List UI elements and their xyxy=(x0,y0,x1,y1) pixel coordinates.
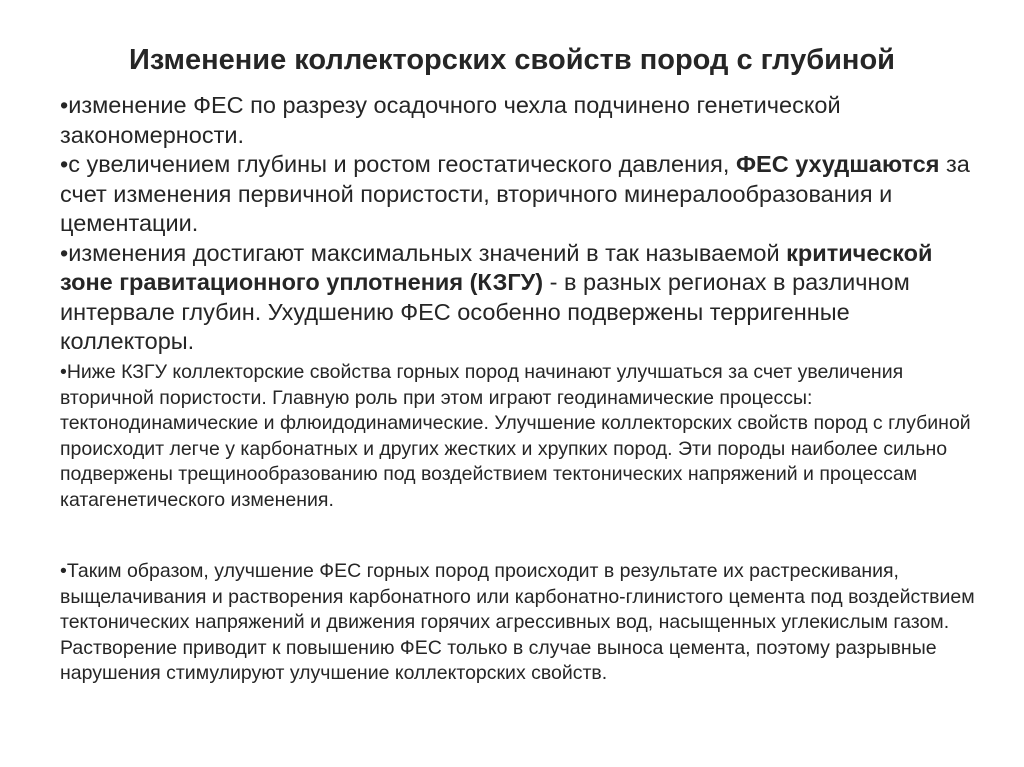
bullet-bold-text: критической зоне гравитационного уплотнения (КЗГУ) xyxy=(60,239,933,295)
bullet-3 xyxy=(60,239,980,357)
slide-title: Изменение коллекторских свойств пород с глубиной xyxy=(128,44,895,76)
bullet-marker: • xyxy=(60,560,67,582)
bullet-text: изменения достигают максимальных значений в так называемой xyxy=(68,239,787,266)
bullet-2 xyxy=(60,150,980,239)
bullet-marker: • xyxy=(60,361,67,383)
paragraph-below-kzgu xyxy=(60,360,980,513)
paragraph-conclusion xyxy=(60,559,980,687)
bullet-1 xyxy=(60,91,980,150)
bullet-text: с увеличением глубины и ростом геостатического давления, xyxy=(68,151,736,177)
bullet-text: - в разных регионах в различном интервале глубин. Ухудшению ФЕС особенно подвержены терригенные коллекторы. xyxy=(60,269,910,354)
paragraph-text: Таким образом, улучшение ФЕС горных пород происходит в результате их растрескивания, выщелачивания и растворения карбонатного или карбонатно-глинистого цемента под воздействием тектонических напряжений и движения горячих агрессивных вод, насыщенных углекислым газом. Растворение приводит к повышению ФЕС только в случае выноса цемента, поэтому разрывные нарушения стимулируют улучшение коллекторских свойств. xyxy=(60,560,975,684)
paragraph-text: Ниже КЗГУ коллекторские свойства горных пород начинают улучшаться за счет увеличения вторичной пористости. Главную роль при этом играют геодинамические процессы: тектонодинамические и флюидодинамические. Улучшение коллекторских свойств пород с глубиной происходит легче у карбонатных и других жестких и хрупких пород. Эти породы наиболее сильно подвержены трещинообразованию под воздействием тектонических напряжений и процессам катагенетического изменения. xyxy=(60,361,971,511)
bullet-text: изменение ФЕС по разрезу осадочного чехла подчинено генетической закономерности. xyxy=(60,92,841,148)
bullet-list xyxy=(60,91,980,357)
bullet-bold-text: ФЕС ухудшаются xyxy=(735,151,940,177)
bullet-marker: • xyxy=(60,151,69,177)
bullet-marker: • xyxy=(60,92,69,118)
bullet-marker: • xyxy=(60,239,69,266)
bullet-text: за счет изменения первичной пористости, вторичного минералообразования и цементации. xyxy=(60,151,970,236)
